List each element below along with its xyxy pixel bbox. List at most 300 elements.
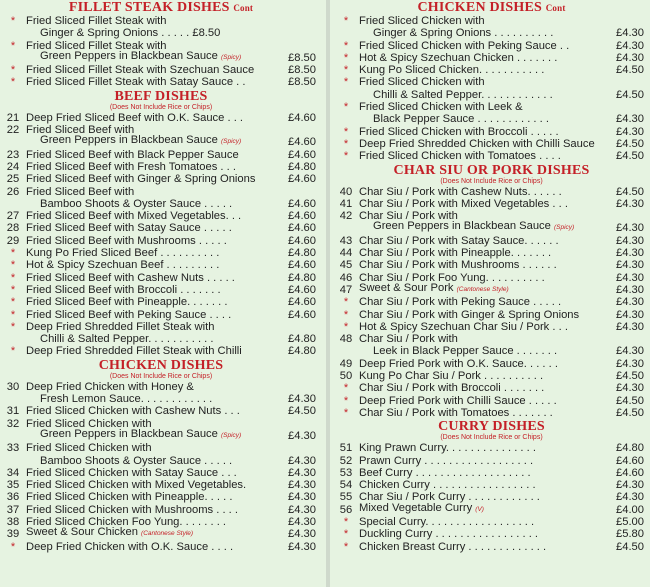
item-name: Char Siu / Pork Foo Yung. . . . . . . . . . — [359, 271, 545, 284]
item-text — [26, 321, 276, 333]
item-number: 26 — [6, 185, 20, 198]
item-price: £4.50 — [616, 394, 644, 407]
item-number: 41 — [339, 197, 353, 210]
item-text — [359, 76, 604, 88]
item-price: £4.30 — [288, 466, 316, 479]
item-number: 35 — [6, 479, 20, 492]
item-text — [26, 112, 276, 124]
item-list — [0, 15, 322, 89]
item-number: 38 — [6, 515, 20, 528]
menu-item — [0, 49, 322, 64]
item-name: Fried Sliced Beef with — [26, 185, 135, 198]
item-text — [359, 395, 604, 407]
item-text — [26, 309, 276, 321]
item-number: 29 — [6, 234, 20, 247]
menu-item — [0, 198, 322, 210]
item-name: Kung Po Sliced Chicken. . . . . . . . . . . — [359, 64, 545, 77]
menu-item — [333, 27, 650, 39]
item-number: 47 — [339, 283, 353, 296]
item-tag: (Cantonese Style) — [456, 285, 509, 293]
item-price: £4.50 — [288, 405, 316, 418]
item-price: £4.30 — [616, 113, 644, 126]
item-price: £4.30 — [616, 51, 644, 64]
item-name: Deep Fried Sliced Beef with O.K. Sauce . . . — [26, 111, 244, 124]
item-name: Green Peppers in Blackbean Sauce — [40, 427, 218, 440]
menu-item — [0, 345, 322, 357]
menu-item — [0, 393, 322, 405]
item-name: Ginger & Spring Onions . . . . . . . . . . — [373, 27, 554, 40]
item-text — [359, 259, 604, 271]
item-number: 42 — [339, 210, 353, 223]
item-tag: (Cantonese Style) — [141, 530, 194, 538]
menu-item — [333, 455, 650, 467]
item-text — [26, 526, 276, 540]
item-text — [359, 467, 604, 479]
item-name: Char Siu / Pork with Broccoli . . . . . . . — [359, 382, 545, 395]
menu-item — [333, 198, 650, 210]
item-price: £4.30 — [616, 259, 644, 272]
item-name: Fried Sliced Beef with Satay Sauce . . . . . — [26, 222, 232, 235]
item-text — [359, 528, 604, 540]
item-price: £4.30 — [616, 271, 644, 284]
item-name: Fried Sliced Chicken with Leek & — [359, 101, 523, 114]
menu-item — [0, 27, 322, 39]
item-price: £4.60 — [288, 111, 316, 124]
item-price: £4.50 — [616, 406, 644, 419]
menu-item — [0, 112, 322, 124]
item-name: Fried Sliced Chicken with Peking Sauce . . — [359, 39, 570, 52]
beef-section — [0, 89, 322, 358]
item-name: Special Curry. . . . . . . . . . . . . . . . . . — [359, 515, 535, 528]
item-name: Black Pepper Sauce . . . . . . . . . . . . — [373, 113, 549, 126]
item-price: £8.50 — [288, 64, 316, 77]
item-price: £4.30 — [616, 27, 644, 40]
menu-item — [0, 76, 322, 88]
menu-item — [333, 442, 650, 454]
item-name: Char Siu / Pork with Cashew Nuts. . . . . . — [359, 185, 562, 198]
item-price: £4.30 — [288, 454, 316, 467]
item-name: Deep Fried Chicken with O.K. Sauce . . . . — [26, 540, 234, 553]
item-text — [359, 541, 604, 553]
item-name: Kung Po Fried Sliced Beef . . . . . . . . . . — [26, 247, 220, 260]
item-text — [359, 502, 604, 516]
item-text — [359, 27, 604, 39]
item-text — [26, 222, 276, 234]
star-bullet: * — [10, 320, 16, 333]
item-number: 50 — [339, 370, 353, 383]
item-name: Chilli & Salted Pepper. . . . . . . . . . . . — [373, 88, 553, 101]
item-name: Chicken Breast Curry . . . . . . . . . . . . . — [359, 540, 547, 553]
menu-item — [333, 309, 650, 321]
item-text — [26, 173, 276, 185]
item-price: £4.30 — [616, 357, 644, 370]
item-price: £4.80 — [288, 247, 316, 260]
item-text — [26, 210, 276, 222]
menu-item — [0, 541, 322, 553]
item-number: 44 — [339, 247, 353, 260]
item-price: £4.30 — [616, 234, 644, 247]
menu-item — [333, 407, 650, 419]
item-text — [26, 247, 276, 259]
section-title: CHICKEN DISHES — [98, 357, 224, 373]
item-name: Hot & Spicy Szechuan Char Siu / Pork . . . — [359, 320, 568, 333]
item-price: £4.60 — [288, 210, 316, 223]
item-name: Fried Sliced Beef with Fresh Tomatoes . . . — [26, 160, 236, 173]
item-price: £4.60 — [288, 197, 316, 210]
item-price: £4.30 — [616, 491, 644, 504]
item-number: 22 — [6, 124, 20, 137]
item-name: Deep Fried Shredded Chicken with Chilli Sauce — [359, 137, 595, 150]
item-name: Fried Sliced Beef with Ginger & Spring Onions — [26, 173, 256, 186]
item-text — [26, 134, 276, 148]
item-text — [359, 138, 604, 150]
item-name: Fried Sliced Chicken with Satay Sauce . . . — [26, 466, 237, 479]
item-name: Deep Fried Shredded Fillet Steak with — [26, 320, 215, 333]
item-text — [359, 345, 604, 357]
item-text — [359, 186, 604, 198]
item-price: £4.00 — [616, 503, 644, 516]
star-bullet: * — [343, 101, 349, 114]
star-bullet: * — [343, 51, 349, 64]
item-text — [359, 296, 604, 308]
item-name: Fried Sliced Chicken with — [26, 442, 152, 455]
menu-item — [0, 272, 322, 284]
item-text — [359, 52, 604, 64]
item-name: Fried Sliced Beef with Mushrooms . . . . . — [26, 234, 227, 247]
item-name: Fried Sliced Chicken with — [359, 15, 485, 27]
item-name: Green Peppers in Blackbean Sauce — [40, 49, 218, 62]
item-name: Fried Sliced Beef with Cashew Nuts . . . . . — [26, 271, 235, 284]
item-text — [359, 101, 604, 113]
item-name: Fried Sliced Beef with Peking Sauce . . . . — [26, 308, 232, 321]
star-bullet: * — [343, 540, 349, 553]
item-name: Deep Fried Pork with O.K. Sauce. . . . . . — [359, 357, 558, 370]
item-text — [359, 89, 604, 101]
item-name: Fried Sliced Chicken with Broccoli . . . . . — [359, 125, 559, 138]
item-price: £4.30 — [288, 503, 316, 516]
item-tag: (Spicy) — [220, 53, 242, 61]
item-number: 51 — [339, 442, 353, 455]
item-name: Leek in Black Pepper Sauce . . . . . . . — [373, 345, 558, 358]
item-price: £5.80 — [616, 528, 644, 541]
menu-item — [0, 284, 322, 296]
item-number: 25 — [6, 173, 20, 186]
item-price: £4.30 — [288, 491, 316, 504]
item-number: 23 — [6, 148, 20, 161]
item-name: Char Siu / Pork with Pineapple. . . . . . . — [359, 247, 552, 260]
item-price: £4.50 — [616, 540, 644, 553]
item-price: £4.60 — [616, 454, 644, 467]
item-price: £4.30 — [616, 39, 644, 52]
item-name: Beef Curry . . . . . . . . . . . . . . . . . . . — [359, 466, 531, 479]
star-bullet: * — [10, 64, 16, 77]
item-text — [359, 198, 604, 210]
chicken-section — [0, 358, 322, 553]
item-name: Mixed Vegetable Curry — [359, 501, 473, 514]
menu-item — [0, 309, 322, 321]
item-price: £4.80 — [288, 271, 316, 284]
menu-item — [0, 467, 322, 479]
item-number: 48 — [339, 333, 353, 346]
item-text — [359, 247, 604, 259]
item-price: £4.30 — [616, 320, 644, 333]
menu-item — [333, 479, 650, 491]
item-number: 40 — [339, 185, 353, 198]
item-text — [26, 345, 276, 357]
item-name: Fried Sliced Fillet Steak with Szechuan Sauce — [26, 64, 255, 77]
menu-item — [333, 358, 650, 370]
item-text — [359, 64, 604, 76]
item-price: £4.80 — [288, 333, 316, 346]
star-bullet: * — [10, 540, 16, 553]
star-bullet: * — [10, 308, 16, 321]
item-price: £4.30 — [288, 528, 316, 541]
item-name: Deep Fried Pork with Chilli Sauce . . . . . — [359, 394, 557, 407]
item-name: Deep Fried Shredded Fillet Steak with Chilli — [26, 345, 242, 358]
item-text — [26, 504, 276, 516]
item-name: Hot & Spicy Szechuan Beef . . . . . . . . . — [26, 259, 220, 272]
star-bullet: * — [343, 296, 349, 309]
item-text — [26, 76, 276, 88]
menu-item — [0, 405, 322, 417]
item-name: Fried Sliced Beef with Pineapple. . . . . . . — [26, 296, 228, 309]
item-price: £4.60 — [288, 308, 316, 321]
item-number: 34 — [6, 466, 20, 479]
section-title: FILLET STEAK DISHES Cont — [68, 0, 254, 15]
item-price: £4.30 — [288, 393, 316, 406]
right-column — [333, 0, 650, 553]
item-text — [359, 309, 604, 321]
menu-item — [333, 235, 650, 247]
menu-item — [333, 467, 650, 479]
item-number: 56 — [339, 503, 353, 516]
item-text — [26, 15, 276, 27]
menu-item — [333, 259, 650, 271]
menu-item — [0, 149, 322, 161]
menu-item — [0, 296, 322, 308]
item-price: £4.30 — [616, 345, 644, 358]
item-text — [26, 284, 276, 296]
menu-item — [333, 321, 650, 333]
item-text — [26, 64, 276, 76]
item-number: 24 — [6, 160, 20, 173]
item-text — [26, 491, 276, 503]
item-number: 55 — [339, 491, 353, 504]
item-price: £4.30 — [616, 479, 644, 492]
item-name: Fried Sliced Chicken with Mushrooms . . . . — [26, 503, 239, 516]
menu-item — [333, 333, 650, 345]
item-name: Green Peppers in Blackbean Sauce — [373, 220, 551, 233]
item-text — [26, 198, 276, 210]
item-text — [359, 15, 604, 27]
item-tag: (Spicy) — [220, 431, 242, 439]
item-name: Fried Sliced Beef with Broccoli . . . . . . . — [26, 283, 221, 296]
item-text — [26, 259, 276, 271]
item-price: £4.60 — [288, 222, 316, 235]
item-name: Fried Sliced Fillet Steak with — [26, 39, 167, 52]
item-number: 30 — [6, 380, 20, 393]
fillet-steak-section — [0, 0, 322, 89]
item-price: £4.30 — [288, 540, 316, 553]
section-note: (Does Not Include Rice or Chips) — [440, 177, 543, 185]
star-bullet: * — [343, 137, 349, 150]
item-name: Fried Sliced Fillet Steak with — [26, 15, 167, 27]
item-price: £4.50 — [616, 150, 644, 163]
menu-item — [0, 161, 322, 173]
star-bullet: * — [10, 271, 16, 284]
menu-item — [0, 222, 322, 234]
item-text — [359, 113, 604, 125]
char-siu-section — [333, 163, 650, 420]
item-name: Fried Sliced Fillet Steak with Satay Sauce . . — [26, 76, 246, 89]
item-number: 53 — [339, 466, 353, 479]
item-price: £4.60 — [288, 148, 316, 161]
star-bullet: * — [10, 283, 16, 296]
item-number: 31 — [6, 405, 20, 418]
item-text — [26, 381, 276, 393]
menu-item — [333, 501, 650, 516]
item-name: Hot & Spicy Szechuan Chicken . . . . . . . — [359, 51, 558, 64]
menu-item — [0, 259, 322, 271]
star-bullet: * — [343, 64, 349, 77]
item-text — [359, 479, 604, 491]
item-text — [26, 405, 276, 417]
item-name: Fried Sliced Chicken with Tomatoes . . . . — [359, 150, 561, 163]
item-tag: (Spicy) — [220, 138, 242, 146]
star-bullet: * — [343, 76, 349, 89]
item-name: Char Siu / Pork with Peking Sauce . . . . . — [359, 296, 562, 309]
item-text — [26, 393, 276, 405]
menu-item — [333, 247, 650, 259]
star-bullet: * — [343, 39, 349, 52]
item-list — [333, 186, 650, 420]
item-price: £4.80 — [288, 160, 316, 173]
menu-item — [333, 113, 650, 125]
item-price: £8.50 — [288, 76, 316, 89]
item-name: Char Siu / Pork with — [359, 333, 458, 346]
item-number: 37 — [6, 503, 20, 516]
menu-item — [333, 296, 650, 308]
item-name: Fried Sliced Beef with Mixed Vegetables. . . — [26, 210, 242, 223]
item-name: Char Siu / Pork with Mixed Vegetables . . . — [359, 197, 568, 210]
item-text — [359, 442, 604, 454]
item-list — [0, 112, 322, 358]
item-price: £4.30 — [616, 308, 644, 321]
item-text — [26, 50, 276, 64]
item-number: 33 — [6, 442, 20, 455]
item-name: Bamboo Shoots & Oyster Sauce . . . . . — [40, 197, 233, 210]
item-text — [359, 126, 604, 138]
star-bullet: * — [343, 406, 349, 419]
item-price: £4.60 — [616, 466, 644, 479]
item-price: £4.60 — [288, 234, 316, 247]
menu-item — [0, 210, 322, 222]
item-text — [359, 358, 604, 370]
item-list — [0, 381, 322, 553]
menu-item — [333, 76, 650, 88]
item-name: Duckling Curry . . . . . . . . . . . . . . . . . — [359, 528, 539, 541]
item-price: £4.30 — [616, 296, 644, 309]
star-bullet: * — [10, 247, 16, 260]
item-name: Fried Sliced Beef with — [26, 124, 135, 137]
star-bullet: * — [343, 394, 349, 407]
item-price: £4.30 — [616, 283, 644, 296]
section-note: (Does Not Include Rice or Chips) — [109, 103, 213, 111]
item-name: Fried Sliced Chicken with Cashew Nuts . . . — [26, 405, 240, 418]
menu-item — [0, 247, 322, 259]
menu-item — [0, 479, 322, 491]
menu-item — [0, 381, 322, 393]
item-name: Chicken Curry . . . . . . . . . . . . . . . . . — [359, 479, 536, 492]
item-name: Kung Po Char Siu / Pork . . . . . . . . . . — [359, 370, 544, 383]
item-text — [26, 541, 276, 553]
item-text — [26, 455, 276, 467]
cont-label: Cont — [233, 3, 254, 13]
item-price: £4.60 — [288, 173, 316, 186]
menu-item — [333, 281, 650, 296]
item-price: £4.50 — [616, 370, 644, 383]
menu-item — [0, 15, 322, 27]
item-number: 32 — [6, 417, 20, 430]
menu-item — [0, 528, 322, 540]
item-name: King Prawn Curry. . . . . . . . . . . . . . . — [359, 442, 536, 455]
item-price: £4.30 — [616, 382, 644, 395]
menu-item — [333, 528, 650, 540]
item-price: £4.80 — [288, 345, 316, 358]
menu-item — [333, 382, 650, 394]
item-text — [359, 333, 604, 345]
menu-item — [0, 321, 322, 333]
item-name: Fried Sliced Chicken with — [359, 76, 485, 89]
item-name: Char Siu / Pork Curry . . . . . . . . . . . . — [359, 491, 540, 504]
item-text — [26, 235, 276, 247]
menu-item — [333, 370, 650, 382]
menu-item — [333, 101, 650, 113]
item-text — [26, 428, 276, 442]
item-number: 27 — [6, 210, 20, 223]
item-text — [359, 40, 604, 52]
chicken-cont-section — [333, 0, 650, 163]
item-price: £4.30 — [616, 222, 644, 235]
item-number: 28 — [6, 222, 20, 235]
item-text — [26, 186, 276, 198]
item-number: 39 — [6, 528, 20, 541]
item-text — [359, 455, 604, 467]
menu-item — [333, 345, 650, 357]
item-name: Fried Sliced Chicken Foo Yung. . . . . . . . — [26, 515, 227, 528]
item-number: 54 — [339, 479, 353, 492]
menu-item — [333, 138, 650, 150]
column-divider — [326, 0, 330, 587]
menu-item — [333, 395, 650, 407]
item-text — [26, 272, 276, 284]
item-price: £4.30 — [616, 197, 644, 210]
item-name: Fried Sliced Beef with Black Pepper Sauce — [26, 148, 239, 161]
item-price: £8.50 — [288, 51, 316, 64]
star-bullet: * — [343, 15, 349, 27]
item-price: £4.60 — [288, 296, 316, 309]
item-price: £4.50 — [616, 64, 644, 77]
curry-section — [333, 419, 650, 553]
item-price: £4.60 — [288, 283, 316, 296]
item-price: £4.30 — [288, 479, 316, 492]
item-text — [359, 321, 604, 333]
section-title: BEEF DISHES — [114, 88, 208, 104]
item-text — [359, 370, 604, 382]
item-name: Fresh Lemon Sauce. . . . . . . . . . . . — [40, 393, 213, 406]
item-price: £4.30 — [616, 125, 644, 138]
menu-item — [333, 186, 650, 198]
